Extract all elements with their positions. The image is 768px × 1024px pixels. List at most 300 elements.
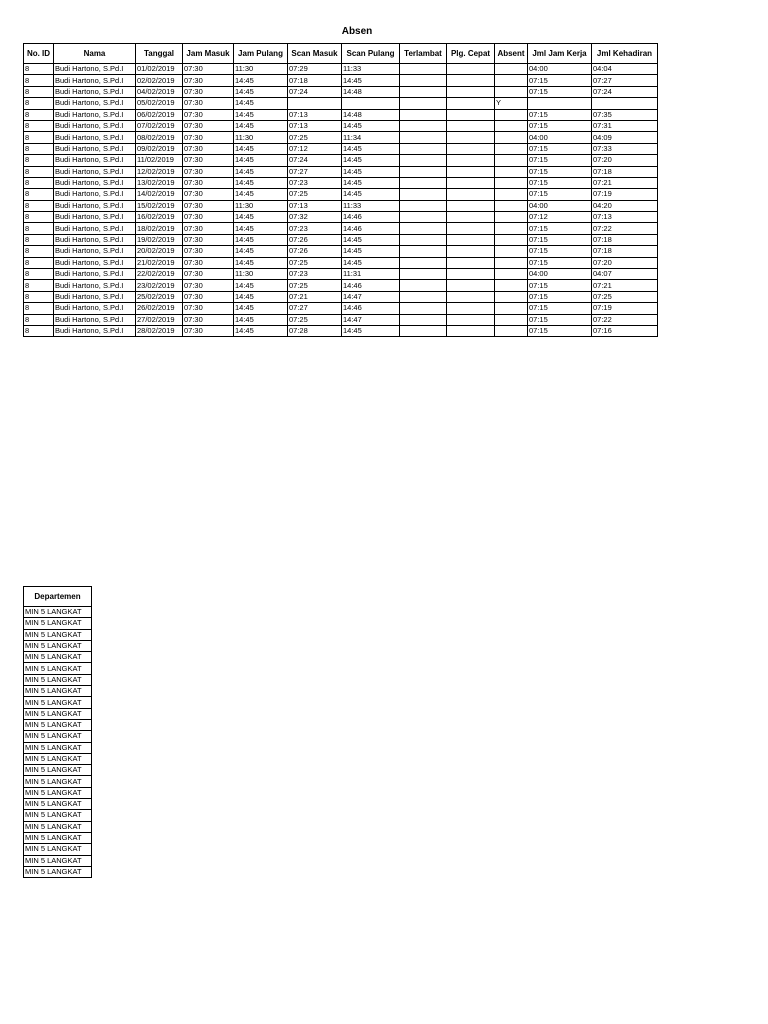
table-cell: 07:30: [183, 86, 234, 97]
table-cell: 07:25: [288, 189, 342, 200]
table-cell: [447, 223, 495, 234]
table-cell: Budi Hartono, S.Pd.I: [54, 75, 136, 86]
table-cell: [447, 291, 495, 302]
table-cell: 14:45: [234, 291, 288, 302]
table-row: [24, 143, 658, 154]
table-cell: 07:33: [592, 143, 658, 154]
attendance-table: [23, 43, 658, 337]
table-cell: [447, 86, 495, 97]
table-cell: 07:15: [528, 86, 592, 97]
table-cell: 02/02/2019: [136, 75, 183, 86]
table-cell: 14:45: [234, 223, 288, 234]
table-cell: [400, 120, 447, 131]
table-cell: Budi Hartono, S.Pd.I: [54, 143, 136, 154]
department-cell: MIN 5 LANGKAT: [24, 719, 92, 730]
department-cell: MIN 5 LANGKAT: [24, 821, 92, 832]
table-cell: 07:20: [592, 155, 658, 166]
table-cell: 07:15: [528, 189, 592, 200]
table-cell: [400, 325, 447, 336]
table-cell: Budi Hartono, S.Pd.I: [54, 177, 136, 188]
department-cell: MIN 5 LANGKAT: [24, 866, 92, 877]
table-row: [24, 810, 92, 821]
column-header: Jml Kehadiran: [592, 44, 658, 64]
table-cell: 12/02/2019: [136, 166, 183, 177]
table-cell: 14:45: [234, 120, 288, 131]
table-cell: 07:30: [183, 177, 234, 188]
table-cell: [400, 132, 447, 143]
table-row: [24, 132, 658, 143]
page-title: Absen: [341, 26, 373, 37]
table-cell: Budi Hartono, S.Pd.I: [54, 166, 136, 177]
table-cell: 07:30: [183, 189, 234, 200]
table-cell: [447, 212, 495, 223]
table-row: [24, 257, 658, 268]
table-cell: 07:15: [528, 109, 592, 120]
table-cell: [495, 86, 528, 97]
department-cell: MIN 5 LANGKAT: [24, 674, 92, 685]
table-cell: 07:19: [592, 189, 658, 200]
department-header-row: [24, 587, 92, 607]
table-cell: 07:30: [183, 64, 234, 75]
table-cell: [400, 109, 447, 120]
attendance-body: [24, 64, 658, 337]
table-row: [24, 291, 658, 302]
table-row: [24, 832, 92, 843]
table-cell: 14:45: [234, 314, 288, 325]
table-cell: 14:48: [342, 86, 400, 97]
table-cell: 14:45: [234, 234, 288, 245]
table-cell: [495, 314, 528, 325]
table-cell: 07/02/2019: [136, 120, 183, 131]
table-cell: 07:15: [528, 246, 592, 257]
table-cell: 07:15: [528, 155, 592, 166]
table-cell: [592, 98, 658, 109]
department-cell: MIN 5 LANGKAT: [24, 618, 92, 629]
column-header: Absent: [495, 44, 528, 64]
table-cell: Budi Hartono, S.Pd.I: [54, 223, 136, 234]
table-cell: 11/02/2019: [136, 155, 183, 166]
table-cell: 01/02/2019: [136, 64, 183, 75]
table-cell: 07:30: [183, 269, 234, 280]
table-cell: 04/02/2019: [136, 86, 183, 97]
table-cell: Budi Hartono, S.Pd.I: [54, 246, 136, 257]
column-header: Plg. Cepat: [447, 44, 495, 64]
table-cell: 8: [24, 314, 54, 325]
table-cell: [400, 64, 447, 75]
table-row: [24, 200, 658, 211]
table-row: [24, 280, 658, 291]
table-row: [24, 75, 658, 86]
table-cell: [400, 269, 447, 280]
table-cell: [447, 314, 495, 325]
table-row: [24, 742, 92, 753]
table-cell: [342, 98, 400, 109]
table-cell: 14:46: [342, 280, 400, 291]
table-cell: [400, 155, 447, 166]
department-cell: MIN 5 LANGKAT: [24, 663, 92, 674]
table-row: [24, 719, 92, 730]
table-cell: [495, 234, 528, 245]
table-cell: 8: [24, 109, 54, 120]
table-cell: 11:34: [342, 132, 400, 143]
table-cell: 07:15: [528, 120, 592, 131]
table-cell: 14:45: [234, 189, 288, 200]
table-cell: 07:25: [288, 257, 342, 268]
table-cell: 14:45: [342, 234, 400, 245]
table-cell: 8: [24, 166, 54, 177]
table-cell: [495, 291, 528, 302]
table-cell: [495, 212, 528, 223]
table-cell: 14/02/2019: [136, 189, 183, 200]
table-cell: 07:23: [288, 269, 342, 280]
table-cell: [447, 246, 495, 257]
table-cell: Budi Hartono, S.Pd.I: [54, 200, 136, 211]
table-cell: [400, 291, 447, 302]
department-cell: MIN 5 LANGKAT: [24, 708, 92, 719]
table-cell: 04:00: [528, 132, 592, 143]
table-cell: 07:24: [288, 86, 342, 97]
department-body: [24, 607, 92, 878]
table-cell: 07:15: [528, 75, 592, 86]
table-row: [24, 246, 658, 257]
table-cell: [495, 155, 528, 166]
table-cell: 07:15: [528, 234, 592, 245]
table-cell: [447, 109, 495, 120]
table-cell: 07:24: [592, 86, 658, 97]
table-cell: 8: [24, 291, 54, 302]
table-cell: 07:21: [592, 280, 658, 291]
table-cell: 14:45: [342, 155, 400, 166]
table-cell: 07:30: [183, 155, 234, 166]
table-cell: [495, 257, 528, 268]
department-cell: MIN 5 LANGKAT: [24, 686, 92, 697]
table-cell: 07:25: [288, 280, 342, 291]
table-cell: 14:45: [234, 75, 288, 86]
table-cell: 11:33: [342, 64, 400, 75]
table-row: [24, 799, 92, 810]
table-cell: 07:18: [592, 234, 658, 245]
table-row: [24, 674, 92, 685]
table-cell: 14:46: [342, 223, 400, 234]
column-header: Jam Pulang: [234, 44, 288, 64]
table-cell: 14:45: [342, 75, 400, 86]
table-cell: 07:25: [288, 314, 342, 325]
table-cell: 8: [24, 86, 54, 97]
table-cell: 8: [24, 132, 54, 143]
table-cell: Budi Hartono, S.Pd.I: [54, 280, 136, 291]
table-cell: [495, 269, 528, 280]
table-cell: 14:46: [342, 212, 400, 223]
table-cell: [495, 109, 528, 120]
table-cell: 07:27: [288, 166, 342, 177]
table-cell: 07:15: [528, 166, 592, 177]
table-cell: [400, 303, 447, 314]
table-cell: [400, 314, 447, 325]
table-cell: 07:15: [528, 143, 592, 154]
table-cell: 13/02/2019: [136, 177, 183, 188]
table-row: [24, 234, 658, 245]
table-cell: 14:45: [342, 325, 400, 336]
department-cell: MIN 5 LANGKAT: [24, 855, 92, 866]
table-cell: 14:45: [342, 143, 400, 154]
department-cell: MIN 5 LANGKAT: [24, 799, 92, 810]
table-cell: 18/02/2019: [136, 223, 183, 234]
table-row: [24, 640, 92, 651]
table-cell: [495, 120, 528, 131]
table-cell: 07:19: [592, 303, 658, 314]
table-row: [24, 708, 92, 719]
table-cell: Budi Hartono, S.Pd.I: [54, 212, 136, 223]
table-cell: 11:31: [342, 269, 400, 280]
table-cell: 07:15: [528, 257, 592, 268]
department-cell: MIN 5 LANGKAT: [24, 629, 92, 640]
table-cell: [528, 98, 592, 109]
table-cell: 14:47: [342, 314, 400, 325]
table-cell: [495, 64, 528, 75]
table-cell: [495, 325, 528, 336]
table-row: [24, 325, 658, 336]
table-cell: Budi Hartono, S.Pd.I: [54, 64, 136, 75]
table-cell: 07:15: [528, 325, 592, 336]
column-header: Tanggal: [136, 44, 183, 64]
table-cell: 07:12: [288, 143, 342, 154]
table-cell: Budi Hartono, S.Pd.I: [54, 86, 136, 97]
table-row: [24, 686, 92, 697]
table-row: [24, 98, 658, 109]
table-cell: Budi Hartono, S.Pd.I: [54, 325, 136, 336]
table-cell: [447, 325, 495, 336]
table-cell: 05/02/2019: [136, 98, 183, 109]
table-cell: [400, 223, 447, 234]
table-cell: 07:20: [592, 257, 658, 268]
table-cell: 07:13: [288, 120, 342, 131]
department-cell: MIN 5 LANGKAT: [24, 731, 92, 742]
table-cell: [495, 166, 528, 177]
department-table: [23, 586, 92, 878]
table-cell: Budi Hartono, S.Pd.I: [54, 132, 136, 143]
table-cell: [400, 200, 447, 211]
table-cell: 8: [24, 155, 54, 166]
table-row: [24, 212, 658, 223]
table-cell: 14:45: [234, 86, 288, 97]
table-cell: 14:45: [234, 212, 288, 223]
table-cell: Budi Hartono, S.Pd.I: [54, 269, 136, 280]
table-cell: 06/02/2019: [136, 109, 183, 120]
table-cell: [400, 177, 447, 188]
table-cell: 07:16: [592, 325, 658, 336]
table-cell: Budi Hartono, S.Pd.I: [54, 98, 136, 109]
table-cell: Budi Hartono, S.Pd.I: [54, 109, 136, 120]
table-cell: 8: [24, 280, 54, 291]
table-row: [24, 697, 92, 708]
table-cell: 8: [24, 234, 54, 245]
table-cell: [400, 143, 447, 154]
table-cell: [400, 257, 447, 268]
table-cell: [495, 223, 528, 234]
table-cell: [447, 64, 495, 75]
department-cell: MIN 5 LANGKAT: [24, 607, 92, 618]
table-cell: [447, 98, 495, 109]
table-cell: Budi Hartono, S.Pd.I: [54, 120, 136, 131]
table-cell: 04:00: [528, 200, 592, 211]
column-header: Scan Masuk: [288, 44, 342, 64]
table-cell: 14:45: [234, 280, 288, 291]
table-cell: 8: [24, 212, 54, 223]
table-cell: 14:45: [234, 166, 288, 177]
table-cell: 8: [24, 325, 54, 336]
table-row: [24, 652, 92, 663]
table-cell: [447, 166, 495, 177]
column-header: Nama: [54, 44, 136, 64]
table-cell: 07:30: [183, 212, 234, 223]
table-cell: 8: [24, 223, 54, 234]
department-cell: MIN 5 LANGKAT: [24, 652, 92, 663]
table-cell: 14:45: [234, 98, 288, 109]
table-row: [24, 776, 92, 787]
table-cell: 07:30: [183, 166, 234, 177]
department-cell: MIN 5 LANGKAT: [24, 832, 92, 843]
table-cell: 07:13: [288, 200, 342, 211]
table-cell: 8: [24, 98, 54, 109]
table-row: [24, 303, 658, 314]
table-cell: 8: [24, 177, 54, 188]
table-row: [24, 866, 92, 877]
table-cell: [447, 120, 495, 131]
table-cell: 07:30: [183, 257, 234, 268]
table-row: [24, 109, 658, 120]
table-cell: [400, 98, 447, 109]
table-cell: 14:45: [234, 257, 288, 268]
table-cell: 22/02/2019: [136, 269, 183, 280]
table-cell: 11:30: [234, 269, 288, 280]
table-cell: [400, 75, 447, 86]
table-cell: 11:30: [234, 132, 288, 143]
department-cell: MIN 5 LANGKAT: [24, 742, 92, 753]
table-cell: 07:13: [288, 109, 342, 120]
table-cell: 14:45: [234, 109, 288, 120]
table-cell: [495, 246, 528, 257]
table-cell: 07:30: [183, 280, 234, 291]
table-cell: 07:23: [288, 177, 342, 188]
table-cell: 14:45: [234, 143, 288, 154]
table-cell: 04:09: [592, 132, 658, 143]
department-cell: MIN 5 LANGKAT: [24, 640, 92, 651]
table-row: [24, 618, 92, 629]
table-cell: 04:00: [528, 64, 592, 75]
table-cell: Budi Hartono, S.Pd.I: [54, 189, 136, 200]
table-cell: [495, 189, 528, 200]
table-cell: 8: [24, 143, 54, 154]
table-cell: 14:45: [234, 177, 288, 188]
table-cell: 04:04: [592, 64, 658, 75]
table-cell: 14:46: [342, 303, 400, 314]
table-cell: 14:45: [342, 166, 400, 177]
table-cell: [400, 86, 447, 97]
table-cell: 8: [24, 200, 54, 211]
table-cell: [495, 303, 528, 314]
table-cell: 07:30: [183, 234, 234, 245]
table-cell: 07:30: [183, 109, 234, 120]
column-header: Scan Pulang: [342, 44, 400, 64]
table-cell: 07:30: [183, 325, 234, 336]
table-cell: 07:15: [528, 303, 592, 314]
department-cell: MIN 5 LANGKAT: [24, 697, 92, 708]
column-header: Jam Masuk: [183, 44, 234, 64]
table-cell: [495, 132, 528, 143]
table-cell: 07:23: [288, 223, 342, 234]
table-cell: [400, 234, 447, 245]
table-cell: 27/02/2019: [136, 314, 183, 325]
table-cell: 15/02/2019: [136, 200, 183, 211]
table-cell: [495, 280, 528, 291]
table-row: [24, 753, 92, 764]
table-cell: [400, 189, 447, 200]
table-cell: 11:30: [234, 200, 288, 211]
table-cell: [447, 75, 495, 86]
table-cell: 07:18: [592, 166, 658, 177]
table-cell: 14:45: [234, 246, 288, 257]
table-cell: Budi Hartono, S.Pd.I: [54, 155, 136, 166]
table-cell: 07:30: [183, 120, 234, 131]
table-cell: [447, 155, 495, 166]
table-row: [24, 765, 92, 776]
table-cell: 07:21: [288, 291, 342, 302]
table-cell: 07:27: [288, 303, 342, 314]
table-cell: 07:30: [183, 132, 234, 143]
table-cell: 04:20: [592, 200, 658, 211]
table-row: [24, 855, 92, 866]
table-cell: [447, 269, 495, 280]
table-cell: 8: [24, 257, 54, 268]
table-row: [24, 663, 92, 674]
table-cell: 8: [24, 120, 54, 131]
table-cell: 20/02/2019: [136, 246, 183, 257]
table-cell: 07:26: [288, 246, 342, 257]
table-row: [24, 607, 92, 618]
table-cell: [400, 280, 447, 291]
table-cell: 14:48: [342, 109, 400, 120]
table-row: [24, 269, 658, 280]
table-cell: 07:30: [183, 200, 234, 211]
table-cell: 08/02/2019: [136, 132, 183, 143]
table-cell: [400, 212, 447, 223]
table-cell: 14:45: [342, 257, 400, 268]
table-cell: [447, 280, 495, 291]
table-cell: 07:15: [528, 177, 592, 188]
table-cell: Budi Hartono, S.Pd.I: [54, 314, 136, 325]
table-row: [24, 177, 658, 188]
table-cell: 07:18: [592, 246, 658, 257]
table-cell: 07:13: [592, 212, 658, 223]
table-cell: Budi Hartono, S.Pd.I: [54, 234, 136, 245]
table-cell: 07:15: [528, 314, 592, 325]
table-cell: [495, 75, 528, 86]
table-cell: 25/02/2019: [136, 291, 183, 302]
table-cell: 14:47: [342, 291, 400, 302]
table-cell: 07:21: [592, 177, 658, 188]
table-cell: 07:30: [183, 98, 234, 109]
table-cell: 04:00: [528, 269, 592, 280]
column-header: Terlambat: [400, 44, 447, 64]
table-cell: [495, 177, 528, 188]
table-cell: [447, 200, 495, 211]
table-cell: 21/02/2019: [136, 257, 183, 268]
department-header: Departemen: [24, 587, 92, 607]
table-cell: 14:45: [342, 189, 400, 200]
table-cell: 8: [24, 269, 54, 280]
table-cell: 07:29: [288, 64, 342, 75]
table-cell: 26/02/2019: [136, 303, 183, 314]
